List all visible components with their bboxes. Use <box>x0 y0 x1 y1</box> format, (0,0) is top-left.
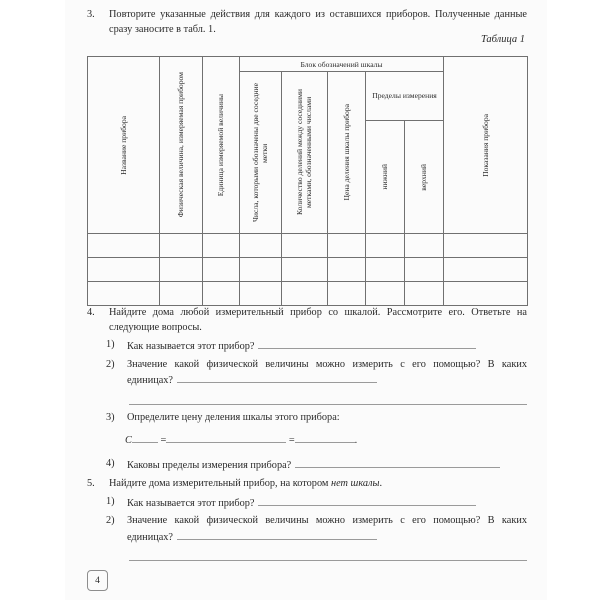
item-4-sub-3-number: 3) <box>106 412 115 423</box>
cell-name[interactable] <box>88 234 160 258</box>
item-5-number: 5. <box>87 478 95 489</box>
cell-quantity[interactable] <box>160 282 203 306</box>
th-marked-numbers <box>240 72 282 234</box>
th-unit-label: Единица измеряемой величины <box>216 93 226 197</box>
cell-limit-lower[interactable] <box>366 258 405 282</box>
th-limit-lower <box>366 121 405 234</box>
th-division-value-label: Цена деления шкалы прибора <box>341 104 351 201</box>
cell-unit[interactable] <box>203 282 240 306</box>
measurement-table <box>87 56 528 306</box>
formula-subscript-rule[interactable] <box>132 433 158 443</box>
cell-readings[interactable] <box>444 282 528 306</box>
th-name-label: Название прибора <box>118 115 128 175</box>
th-marked-numbers-label: Числа, которыми обозначены две соседние метки <box>251 83 270 222</box>
formula-blank-1[interactable] <box>166 433 286 443</box>
table-row[interactable] <box>88 258 528 282</box>
item-4-number: 4. <box>87 307 95 318</box>
formula-period: . <box>354 435 358 446</box>
item-4-sub-1-number: 1) <box>106 339 115 350</box>
answer-rule-continuation[interactable] <box>129 560 527 561</box>
th-readings <box>444 57 528 234</box>
th-unit <box>203 57 240 234</box>
cell-unit[interactable] <box>203 258 240 282</box>
page-sheet <box>65 0 547 600</box>
item-4-sub-2 <box>106 358 527 389</box>
cell-limit-upper[interactable] <box>405 258 444 282</box>
answer-rule[interactable] <box>177 529 377 540</box>
cell-limit-upper[interactable] <box>405 234 444 258</box>
item-4-sub-1 <box>106 338 527 355</box>
item-4-sub-4-number: 4) <box>106 458 115 469</box>
cell-divisions-count[interactable] <box>282 258 328 282</box>
item-3-row <box>87 8 527 37</box>
item-5-row <box>87 477 527 492</box>
th-quantity <box>160 57 203 234</box>
item-5-sub-1-number: 1) <box>106 495 115 507</box>
answer-rule[interactable] <box>258 338 476 349</box>
item-4-row <box>87 306 527 335</box>
answer-rule[interactable] <box>295 457 500 468</box>
cell-name[interactable] <box>88 258 160 282</box>
cell-quantity[interactable] <box>160 258 203 282</box>
item-4-sub-4-text: Каковы пределы измерения прибора? <box>127 460 292 471</box>
table-caption: Таблица 1 <box>480 34 525 45</box>
cell-limit-lower[interactable] <box>366 234 405 258</box>
cell-division-value[interactable] <box>328 282 366 306</box>
th-quantity-label: Физическая величина, измеряемая прибором <box>176 72 186 218</box>
item-3-text: Повторите указанные действия для каждого из оставшихся приборов. Полученные данные сразу заносите в табл. 1. <box>109 9 527 35</box>
division-value-formula <box>125 433 527 449</box>
item-3 <box>87 8 527 37</box>
th-name <box>88 57 160 234</box>
th-group-scale: Блок обозначений шкалы <box>240 57 444 72</box>
measurement-table-wrapper <box>87 56 527 306</box>
item-4 <box>87 306 527 389</box>
item-5-sub-2 <box>106 514 527 545</box>
item-4-sub-4 <box>106 457 527 474</box>
table-row[interactable] <box>88 282 528 306</box>
item-5-sub-1-text: Как называется этот прибор? <box>127 497 255 509</box>
formula-symbol: C <box>125 435 132 446</box>
cell-division-value[interactable] <box>328 258 366 282</box>
item-4-subitems <box>106 338 527 389</box>
item-4-sub-3-text: Определите цену деления шкалы этого прибора: <box>127 412 340 423</box>
item-5 <box>87 477 527 545</box>
th-readings-label: Показания прибора <box>480 113 490 177</box>
th-division-value <box>328 72 366 234</box>
cell-marked-numbers[interactable] <box>240 234 282 258</box>
answer-rule[interactable] <box>258 495 476 506</box>
table-header-row-1 <box>88 57 528 72</box>
cell-divisions-count[interactable] <box>282 234 328 258</box>
th-limit-lower-label: нижний <box>380 164 390 190</box>
cell-readings[interactable] <box>444 258 528 282</box>
cell-name[interactable] <box>88 282 160 306</box>
item-4-sub-1-text: Как называется этот прибор? <box>127 341 255 352</box>
cell-unit[interactable] <box>203 234 240 258</box>
cell-division-value[interactable] <box>328 234 366 258</box>
item-5-text-after: . <box>379 478 383 489</box>
page-content <box>65 0 547 600</box>
item-4-sub-3 <box>106 411 527 426</box>
th-divisions-count <box>282 72 328 234</box>
item-5-sub-2-number: 2) <box>106 515 115 526</box>
item-5-sub-1 <box>106 495 527 512</box>
cell-divisions-count[interactable] <box>282 282 328 306</box>
item-4-sub-2-text: Значение какой физической величины можно измерить с его помощью? В каких единицах? <box>127 358 527 386</box>
cell-marked-numbers[interactable] <box>240 282 282 306</box>
item-4-sub-2-number: 2) <box>106 358 115 370</box>
item-5-text-before: Найдите дома измерительный прибор, на котором <box>109 478 331 489</box>
item-5-text-italic: нет шкалы <box>331 478 380 489</box>
cell-readings[interactable] <box>444 234 528 258</box>
th-divisions-count-label: Количество делений между соседними метками, обозначенными числами <box>295 89 314 216</box>
formula-equals-2: = <box>288 435 295 446</box>
item-5-subitems <box>106 495 527 546</box>
item-3-number: 3. <box>87 9 95 20</box>
item-4-text: Найдите дома любой измерительный прибор со шкалой. Рассмотрите его. Ответьте на следующие вопросы. <box>109 307 527 333</box>
formula-equals-1: = <box>160 435 167 446</box>
th-limits: Пределы измерения <box>366 72 444 121</box>
cell-limit-upper[interactable] <box>405 282 444 306</box>
cell-quantity[interactable] <box>160 234 203 258</box>
formula-blank-2[interactable] <box>295 433 355 443</box>
th-limit-upper-label: верхний <box>419 163 429 191</box>
th-limit-upper <box>405 121 444 234</box>
answer-rule-continuation[interactable] <box>129 404 527 405</box>
page-number: 4 <box>87 570 108 591</box>
table-row[interactable] <box>88 234 528 258</box>
answer-rule[interactable] <box>177 372 377 383</box>
item-5-sub-2-text: Значение какой физической величины можно измерить с его помощью? В каких единицах? <box>127 515 527 543</box>
cell-limit-lower[interactable] <box>366 282 405 306</box>
cell-marked-numbers[interactable] <box>240 258 282 282</box>
